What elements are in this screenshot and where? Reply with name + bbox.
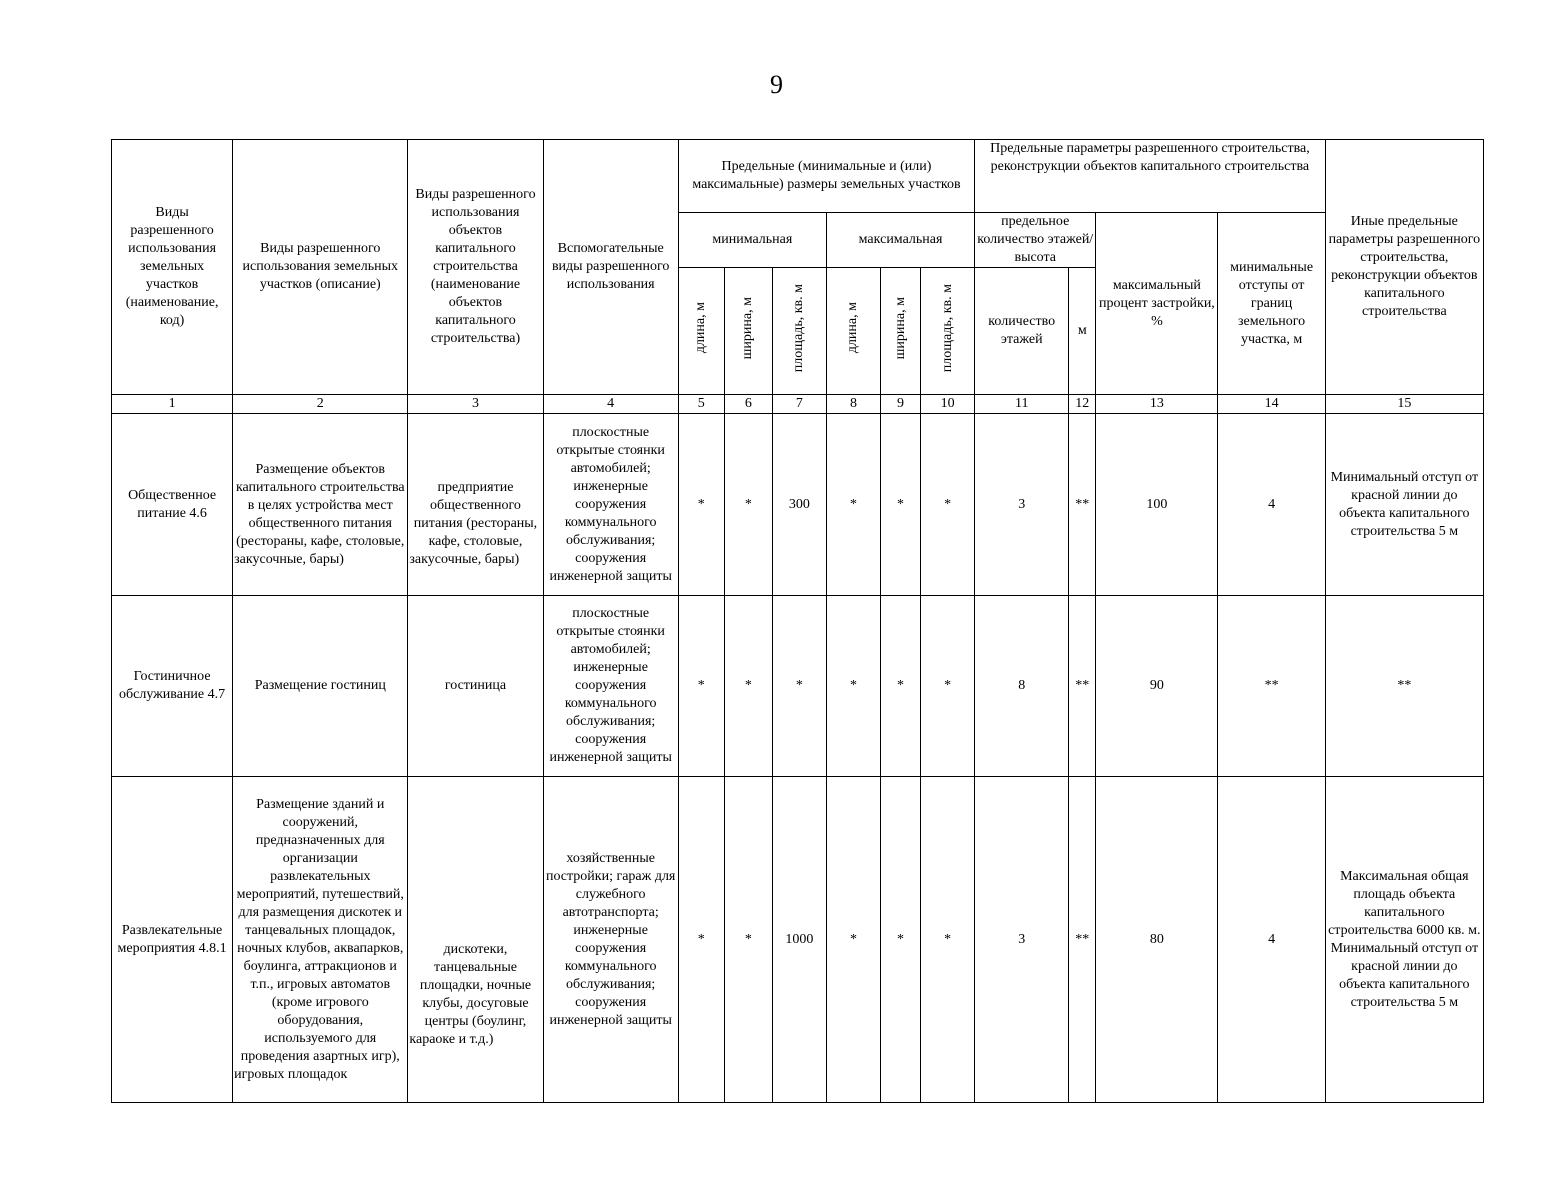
row-max-percent: 100	[1096, 414, 1218, 596]
land-use-table	[111, 139, 1484, 1103]
header-max-width: ширина, м	[881, 268, 921, 395]
column-number: 1	[112, 395, 233, 414]
row-name: Общественное питание 4.6	[112, 414, 233, 596]
row-description: Размещение зданий и сооружений, предназначенных для организации развлекательных мероприятий, путешествий, для размещения дискотек и танцевальных площадок, ночных клубов, аквапарков, боулинга, аттракционов и т.п., игровых автоматов (кроме игрового оборудования, используемого для проведения азартных игр), игровых площадок	[233, 777, 408, 1103]
column-number: 11	[975, 395, 1069, 414]
row-min-area: *	[772, 596, 826, 777]
header-max-length: длина, м	[826, 268, 880, 395]
row-max-length: *	[826, 596, 880, 777]
row-max-length: *	[826, 777, 880, 1103]
row-height: **	[1069, 596, 1096, 777]
row-name: Гостиничное обслуживание 4.7	[112, 596, 233, 777]
row-setback: **	[1218, 596, 1325, 777]
header-other-limits: Иные предельные параметры разрешенного строительства, реконструкции объектов капитального строительства	[1325, 140, 1483, 395]
column-number: 12	[1069, 395, 1096, 414]
table-row	[112, 414, 1484, 596]
column-number: 13	[1096, 395, 1218, 414]
row-min-length: *	[678, 596, 724, 777]
column-number: 10	[921, 395, 975, 414]
header-building-use: Виды разрешенного использования объектов капитального строительства (наименование объектов капитального строительства)	[408, 140, 543, 395]
column-number: 8	[826, 395, 880, 414]
row-floors: 8	[975, 596, 1069, 777]
row-height: **	[1069, 414, 1096, 596]
header-min: минимальная	[678, 213, 826, 268]
row-max-width: *	[881, 596, 921, 777]
row-auxiliary: хозяйственные постройки; гараж для служебного автотранспорта; инженерные сооружения коммунального обслуживания; сооружения инженерной защиты	[543, 777, 678, 1103]
header-max-percent: максимальный процент застройки, %	[1096, 213, 1218, 395]
row-min-width: *	[724, 777, 772, 1103]
header-construction-limits: Предельные параметры разрешенного строительства, реконструкции объектов капитального строительства	[975, 140, 1326, 213]
header-land-use-code: Виды разрешенного использования земельных участков (наименование, код)	[112, 140, 233, 395]
header-height-m: м	[1069, 268, 1096, 395]
column-number: 3	[408, 395, 543, 414]
row-description: Размещение объектов капитального строительства в целях устройства мест общественного питания (рестораны, кафе, столовые, закусочные, бары)	[233, 414, 408, 596]
row-height: **	[1069, 777, 1096, 1103]
row-setback: 4	[1218, 777, 1325, 1103]
column-number: 15	[1325, 395, 1483, 414]
row-objects: дискотеки, танцевальные площадки, ночные клубы, досуговые центры (боулинг, караоке и т.д.)	[408, 777, 543, 1103]
row-min-width: *	[724, 414, 772, 596]
row-objects: гостиница	[408, 596, 543, 777]
row-floors: 3	[975, 777, 1069, 1103]
row-description: Размещение гостиниц	[233, 596, 408, 777]
header-min-width: ширина, м	[724, 268, 772, 395]
row-min-length: *	[678, 777, 724, 1103]
row-max-area: *	[921, 596, 975, 777]
header-floors: количество этажей	[975, 268, 1069, 395]
row-other: **	[1325, 596, 1483, 777]
column-number: 7	[772, 395, 826, 414]
header-max: максимальная	[826, 213, 974, 268]
row-max-area: *	[921, 414, 975, 596]
row-min-length: *	[678, 414, 724, 596]
column-number: 6	[724, 395, 772, 414]
header-land-size-limits: Предельные (минимальные и (или) максимальные) размеры земельных участков	[678, 140, 974, 213]
row-floors: 3	[975, 414, 1069, 596]
row-max-length: *	[826, 414, 880, 596]
header-auxiliary-use: Вспомогательные виды разрешенного использования	[543, 140, 678, 395]
row-other: Максимальная общая площадь объекта капитального строительства 6000 кв. м. Минимальный отступ от красной линии до объекта капитального строительства 5 м	[1325, 777, 1483, 1103]
row-other: Минимальный отступ от красной линии до объекта капитального строительства 5 м	[1325, 414, 1483, 596]
column-numbers-row	[112, 395, 1484, 414]
header-min-length: длина, м	[678, 268, 724, 395]
header-land-use-description: Виды разрешенного использования земельных участков (описание)	[233, 140, 408, 395]
row-objects: предприятие общественного питания (рестораны, кафе, столовые, закусочные, бары)	[408, 414, 543, 596]
column-number: 2	[233, 395, 408, 414]
row-auxiliary: плоскостные открытые стоянки автомобилей; инженерные сооружения коммунального обслуживания; сооружения инженерной защиты	[543, 414, 678, 596]
row-name: Развлекательные мероприятия 4.8.1	[112, 777, 233, 1103]
table-row	[112, 596, 1484, 777]
header-max-area: площадь, кв. м	[921, 268, 975, 395]
page-number: 9	[770, 70, 783, 99]
column-number: 4	[543, 395, 678, 414]
row-max-area: *	[921, 777, 975, 1103]
row-max-percent: 90	[1096, 596, 1218, 777]
row-min-area: 1000	[772, 777, 826, 1103]
row-min-width: *	[724, 596, 772, 777]
row-max-percent: 80	[1096, 777, 1218, 1103]
header-floors-height: предельное количество этажей/высота	[975, 213, 1096, 268]
column-number: 5	[678, 395, 724, 414]
column-number: 9	[881, 395, 921, 414]
column-number: 14	[1218, 395, 1325, 414]
row-max-width: *	[881, 414, 921, 596]
row-min-area: 300	[772, 414, 826, 596]
row-max-width: *	[881, 777, 921, 1103]
header-min-setback: минимальные отступы от границ земельного участка, м	[1218, 213, 1325, 395]
row-setback: 4	[1218, 414, 1325, 596]
table-row	[112, 777, 1484, 1103]
row-auxiliary: плоскостные открытые стоянки автомобилей; инженерные сооружения коммунального обслуживания; сооружения инженерной защиты	[543, 596, 678, 777]
header-min-area: площадь, кв. м	[772, 268, 826, 395]
